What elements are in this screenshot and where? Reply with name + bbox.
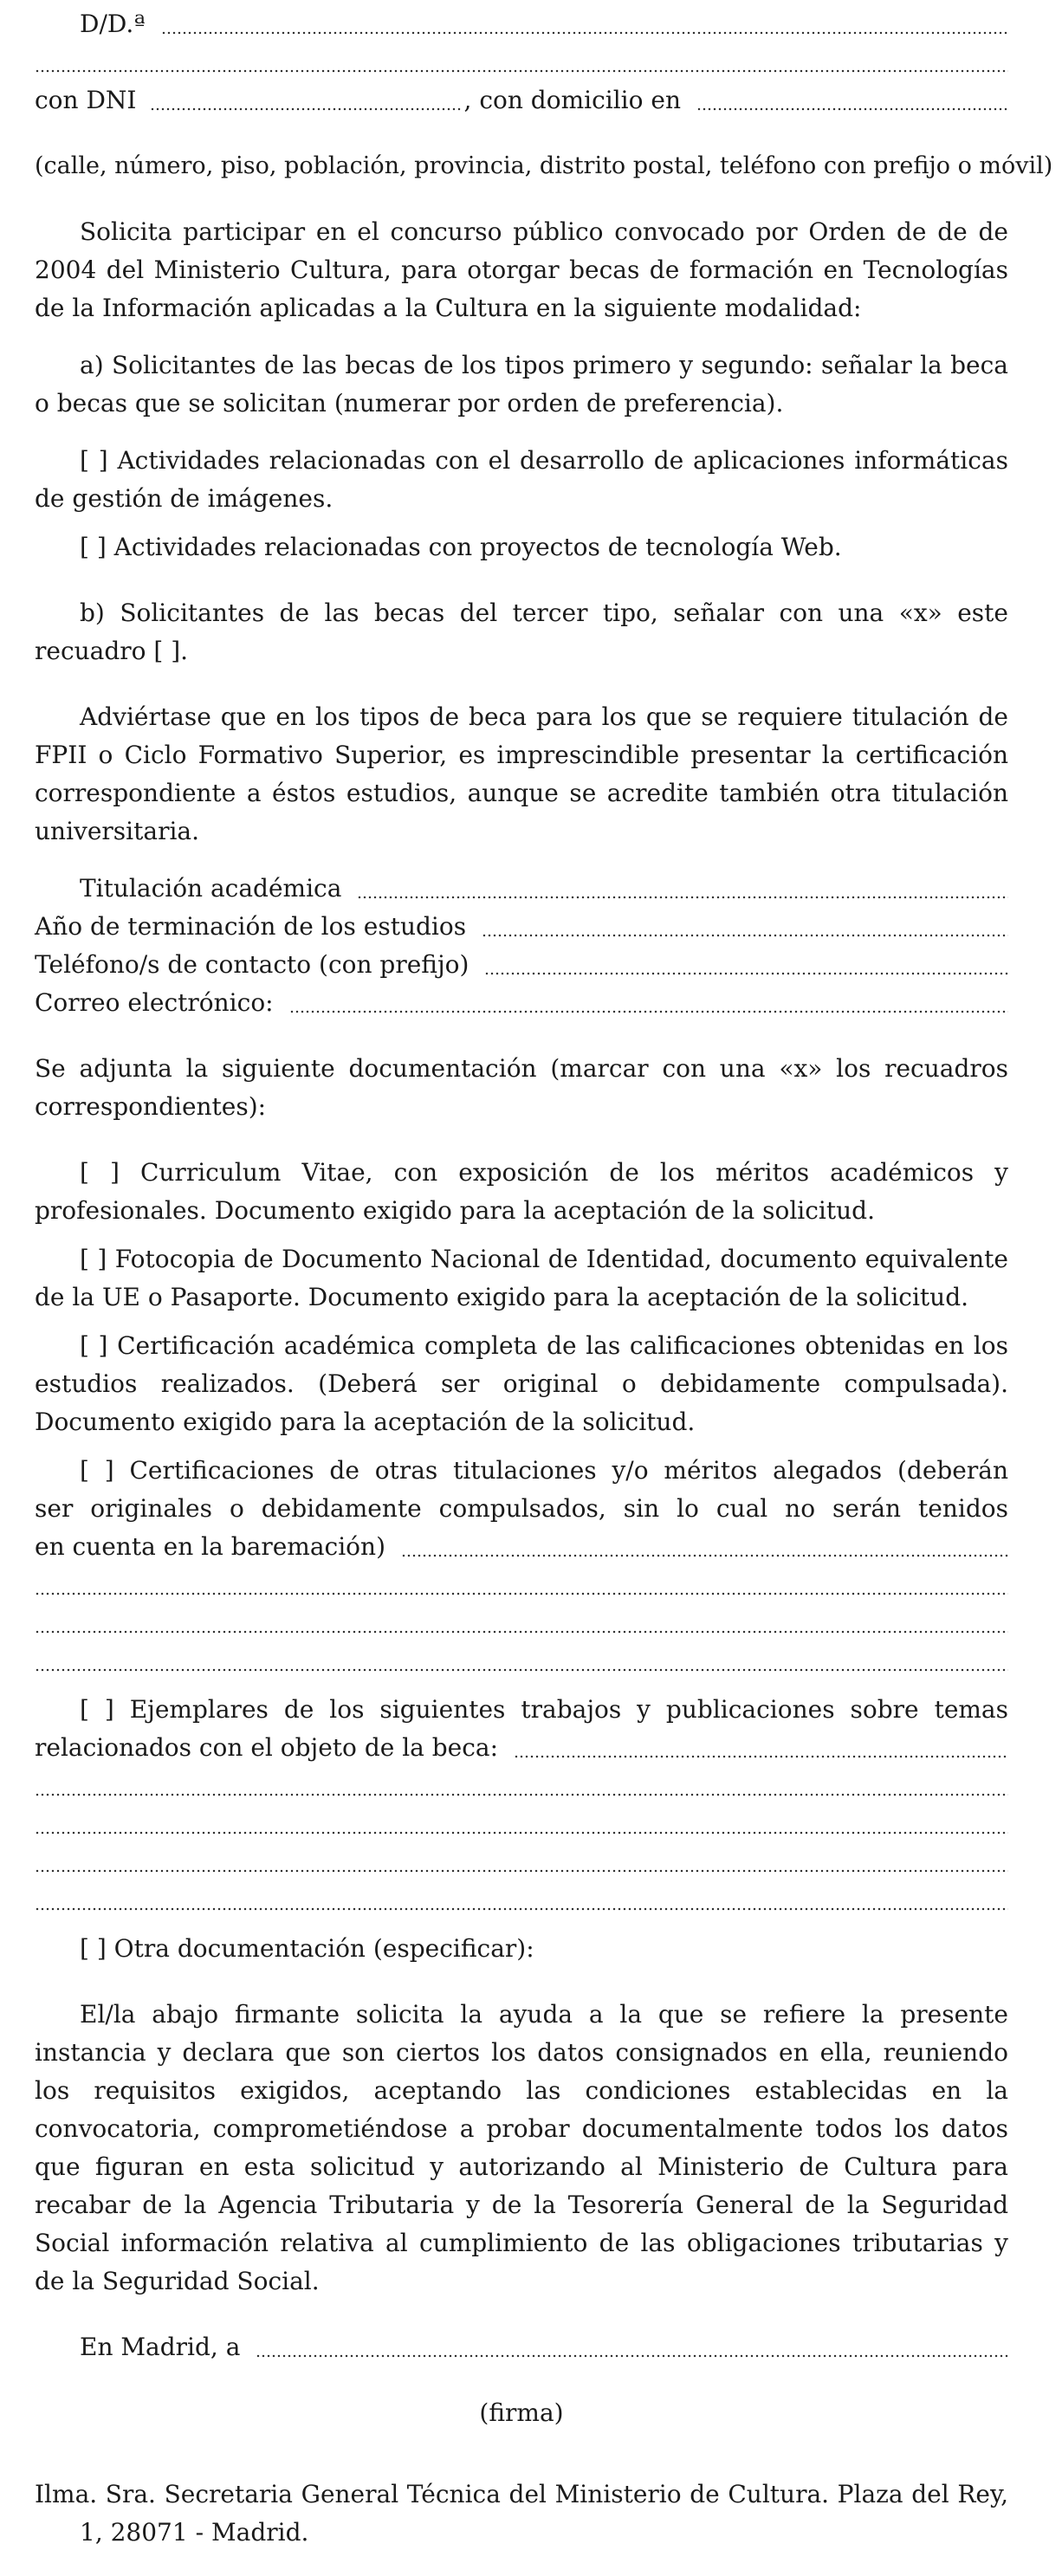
doc-ejemplares-last-label: relacionados con el objeto de la beca: — [35, 1733, 499, 1762]
advertencia-paragraph: Adviértase que en los tipos de beca para los que se requiere titulación de FPII o Ciclo Formativo Superior, es imprescindible presentar la certificación correspondiente a éstos estudios, aunque se acredite también otra titulación universitaria. — [35, 702, 1008, 845]
fecha-blank[interactable] — [256, 2354, 1008, 2358]
doc-ejemplares-blank-1[interactable] — [514, 1755, 1008, 1758]
doc-ejemplares-blank-3[interactable] — [35, 1805, 1008, 1843]
telefono-blank[interactable] — [484, 972, 1008, 975]
domicilio-label: , con domicilio en — [463, 86, 681, 114]
titulacion-field — [35, 870, 1008, 908]
lugar-line — [35, 2328, 1008, 2366]
intro-paragraph: Solicita participar en el concurso público convocado por Orden de de de 2004 del Ministerio Cultura, para otorgar becas de formación en Tecnologías de la Información aplicadas a la Cultura en la siguiente modalidad: — [35, 217, 1008, 322]
destinatario: Ilma. Sra. Secretaria General Técnica del Ministerio de Cultura. Plaza del Rey, 1, 28071 - Madrid. — [35, 2480, 1008, 2547]
option-imagenes[interactable]: [ ] Actividades relacionadas con el desarrollo de aplicaciones informáticas de gestión de imágenes. — [35, 446, 1008, 513]
section-b-text[interactable]: b) Solicitantes de las becas del tercer tipo, señalar con una «x» este recuadro [ ]. — [35, 599, 1008, 665]
correo-label: Correo electrónico: — [35, 988, 274, 1017]
telefono-label: Teléfono/s de contacto (con prefijo) — [35, 950, 469, 979]
name-line — [35, 5, 1008, 43]
titulacion-label: Titulación académica — [80, 874, 342, 903]
ano-label: Año de terminación de los estudios — [35, 912, 467, 941]
dni-label: con DNI — [35, 86, 137, 114]
correo-blank[interactable] — [289, 1010, 1008, 1013]
doc-ejemplares-blank-2[interactable] — [35, 1767, 1008, 1805]
dd-label: D/D.ª — [80, 10, 146, 38]
docs-intro: Se adjunta la siguiente documentación (marcar con una «x» los recuadros correspondientes): — [35, 1054, 1008, 1121]
doc-ejemplares-line-1[interactable]: [ ] Ejemplares de los siguientes trabajos y publicaciones sobre temas — [80, 1695, 1008, 1724]
ano-field — [35, 908, 1008, 946]
dni-blank[interactable] — [150, 107, 462, 111]
doc-otra[interactable]: [ ] Otra documentación (especificar): — [80, 1934, 534, 1963]
doc-certificacion[interactable]: [ ] Certificación académica completa de las calificaciones obtenidas en los estudios realizados. (Deberá ser original o debidamente compulsada). Documento exigido para la aceptación de la solicitud. — [35, 1331, 1008, 1436]
firma-label: (firma) — [479, 2398, 564, 2427]
ano-blank[interactable] — [482, 934, 1008, 937]
doc-otras-last-label: en cuenta en la baremación) — [35, 1532, 385, 1561]
doc-ejemplares-blank-5[interactable] — [35, 1881, 1008, 1919]
doc-otras-last — [35, 1528, 1008, 1566]
titulacion-blank[interactable] — [357, 896, 1008, 899]
declaracion-paragraph: El/la abajo firmante solicita la ayuda a la que se refiere la presente instancia y declara que son ciertos los datos consignados en ella, reuniendo los requisitos exigidos, aceptando las condiciones establecidas en la convocatoria, comprometiéndose a probar documentalmente todos los datos que figuran en esta solicitud y autorizando al Ministerio de Cultura para recabar de la Agencia Tributaria y de la Tesorería General de la Seguridad Social información relativa al cumplimiento de las obligaciones tributarias y de la Seguridad Social. — [35, 2000, 1008, 2295]
name-continuation-blank[interactable] — [35, 43, 1008, 81]
doc-otras-blank-2[interactable] — [35, 1566, 1008, 1604]
doc-ejemplares-blank-4[interactable] — [35, 1843, 1008, 1881]
domicilio-blank[interactable] — [696, 107, 1008, 111]
telefono-field — [35, 946, 1008, 984]
option-web[interactable]: [ ] Actividades relacionadas con proyectos de tecnología Web. — [80, 533, 842, 561]
dni-line — [35, 81, 1008, 120]
doc-otras-line-1[interactable]: [ ] Certificaciones de otras titulaciones y/o méritos alegados (deberán — [80, 1456, 1008, 1485]
doc-dni[interactable]: [ ] Fotocopia de Documento Nacional de Identidad, documento equivalente de la UE o Pasaporte. Documento exigido para la aceptación de la solicitud. — [35, 1245, 1008, 1311]
correo-field — [35, 984, 1008, 1022]
name-blank[interactable] — [161, 31, 1008, 35]
address-hint: (calle, número, piso, población, provincia, distrito postal, teléfono con prefijo o móvil) — [35, 152, 1053, 179]
doc-otras-blank-3[interactable] — [35, 1604, 1008, 1642]
doc-otras-line-2: ser originales o debidamente compulsados, sin lo cual no serán tenidos — [35, 1494, 1008, 1523]
section-a-text: a) Solicitantes de las becas de los tipos primero y segundo: señalar la beca o becas que se solicitan (numerar por orden de preferencia). — [35, 351, 1008, 417]
doc-ejemplares-last — [35, 1729, 1008, 1767]
lugar-label: En Madrid, a — [80, 2333, 241, 2361]
doc-otras-blank-1[interactable] — [401, 1554, 1008, 1557]
doc-otras-blank-4[interactable] — [35, 1642, 1008, 1680]
doc-cv[interactable]: [ ] Curriculum Vitae, con exposición de los méritos académicos y profesionales. Documento exigido para la aceptación de la solicitud. — [35, 1158, 1008, 1225]
